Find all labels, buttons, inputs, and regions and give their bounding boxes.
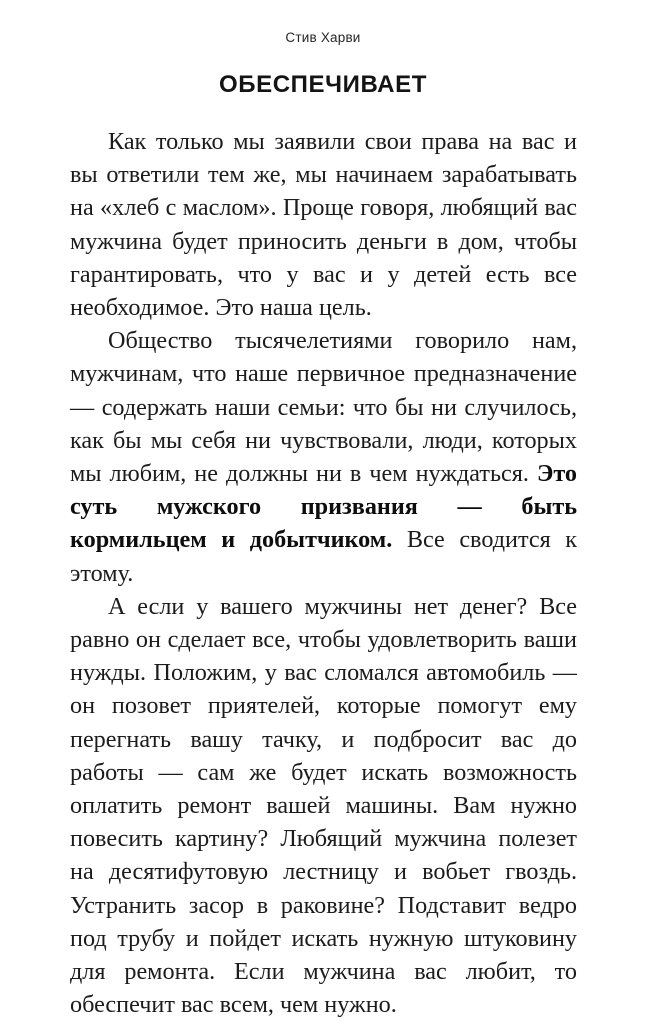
paragraph-2-lead: Общество тысячелетиями говорило нам, мужчинам, что наше первичное предназначение — содержать наши семьи: что бы ни случилось, как бы мы себя ни чувствовали, люди, которых мы любим, не должны ни в чем нуждаться.: [70, 327, 577, 488]
paragraph-2-tail: Все сводится к этому.: [70, 526, 577, 587]
body-text: [0, 99, 646, 1021]
paragraph-1: Как только мы заявили свои права на вас и вы ответили тем же, мы начинаем зарабатывать на «хлеб с маслом». Проще говоря, любящий вас мужчина будет приносить деньги в дом, чтобы гарантировать, что у вас и у детей есть все необходимое. Это наша цель.: [70, 128, 577, 322]
chapter-title: ОБЕСПЕЧИВАЕТ: [219, 71, 427, 98]
paragraph-2-emphasis: Это суть мужского призвания — быть кормильцем и добытчиком.: [70, 460, 577, 554]
paragraph-3: А если у вашего мужчины нет денег? Все равно он сделает все, чтобы удовлетворить ваши нужды. Положим, у вас сломался автомобиль — он позовет приятелей, которые помогут ему перегнать вашу тачку, и подбросит вас до работы — сам же будет искать возможность оплатить ремонт вашей машины. Вам нужно повесить картину? Любящий мужчина полезет на десятифутовую лестницу и вобьет гвоздь. Устранить засор в раковине? Подставит ведро под трубу и пойдет искать нужную штуковину для ремонта. Если мужчина вас любит, то обеспечит вас всем, чем нужно.: [70, 592, 577, 1019]
running-header: Стив Харви: [285, 30, 361, 45]
paragraph-2: [70, 324, 577, 590]
